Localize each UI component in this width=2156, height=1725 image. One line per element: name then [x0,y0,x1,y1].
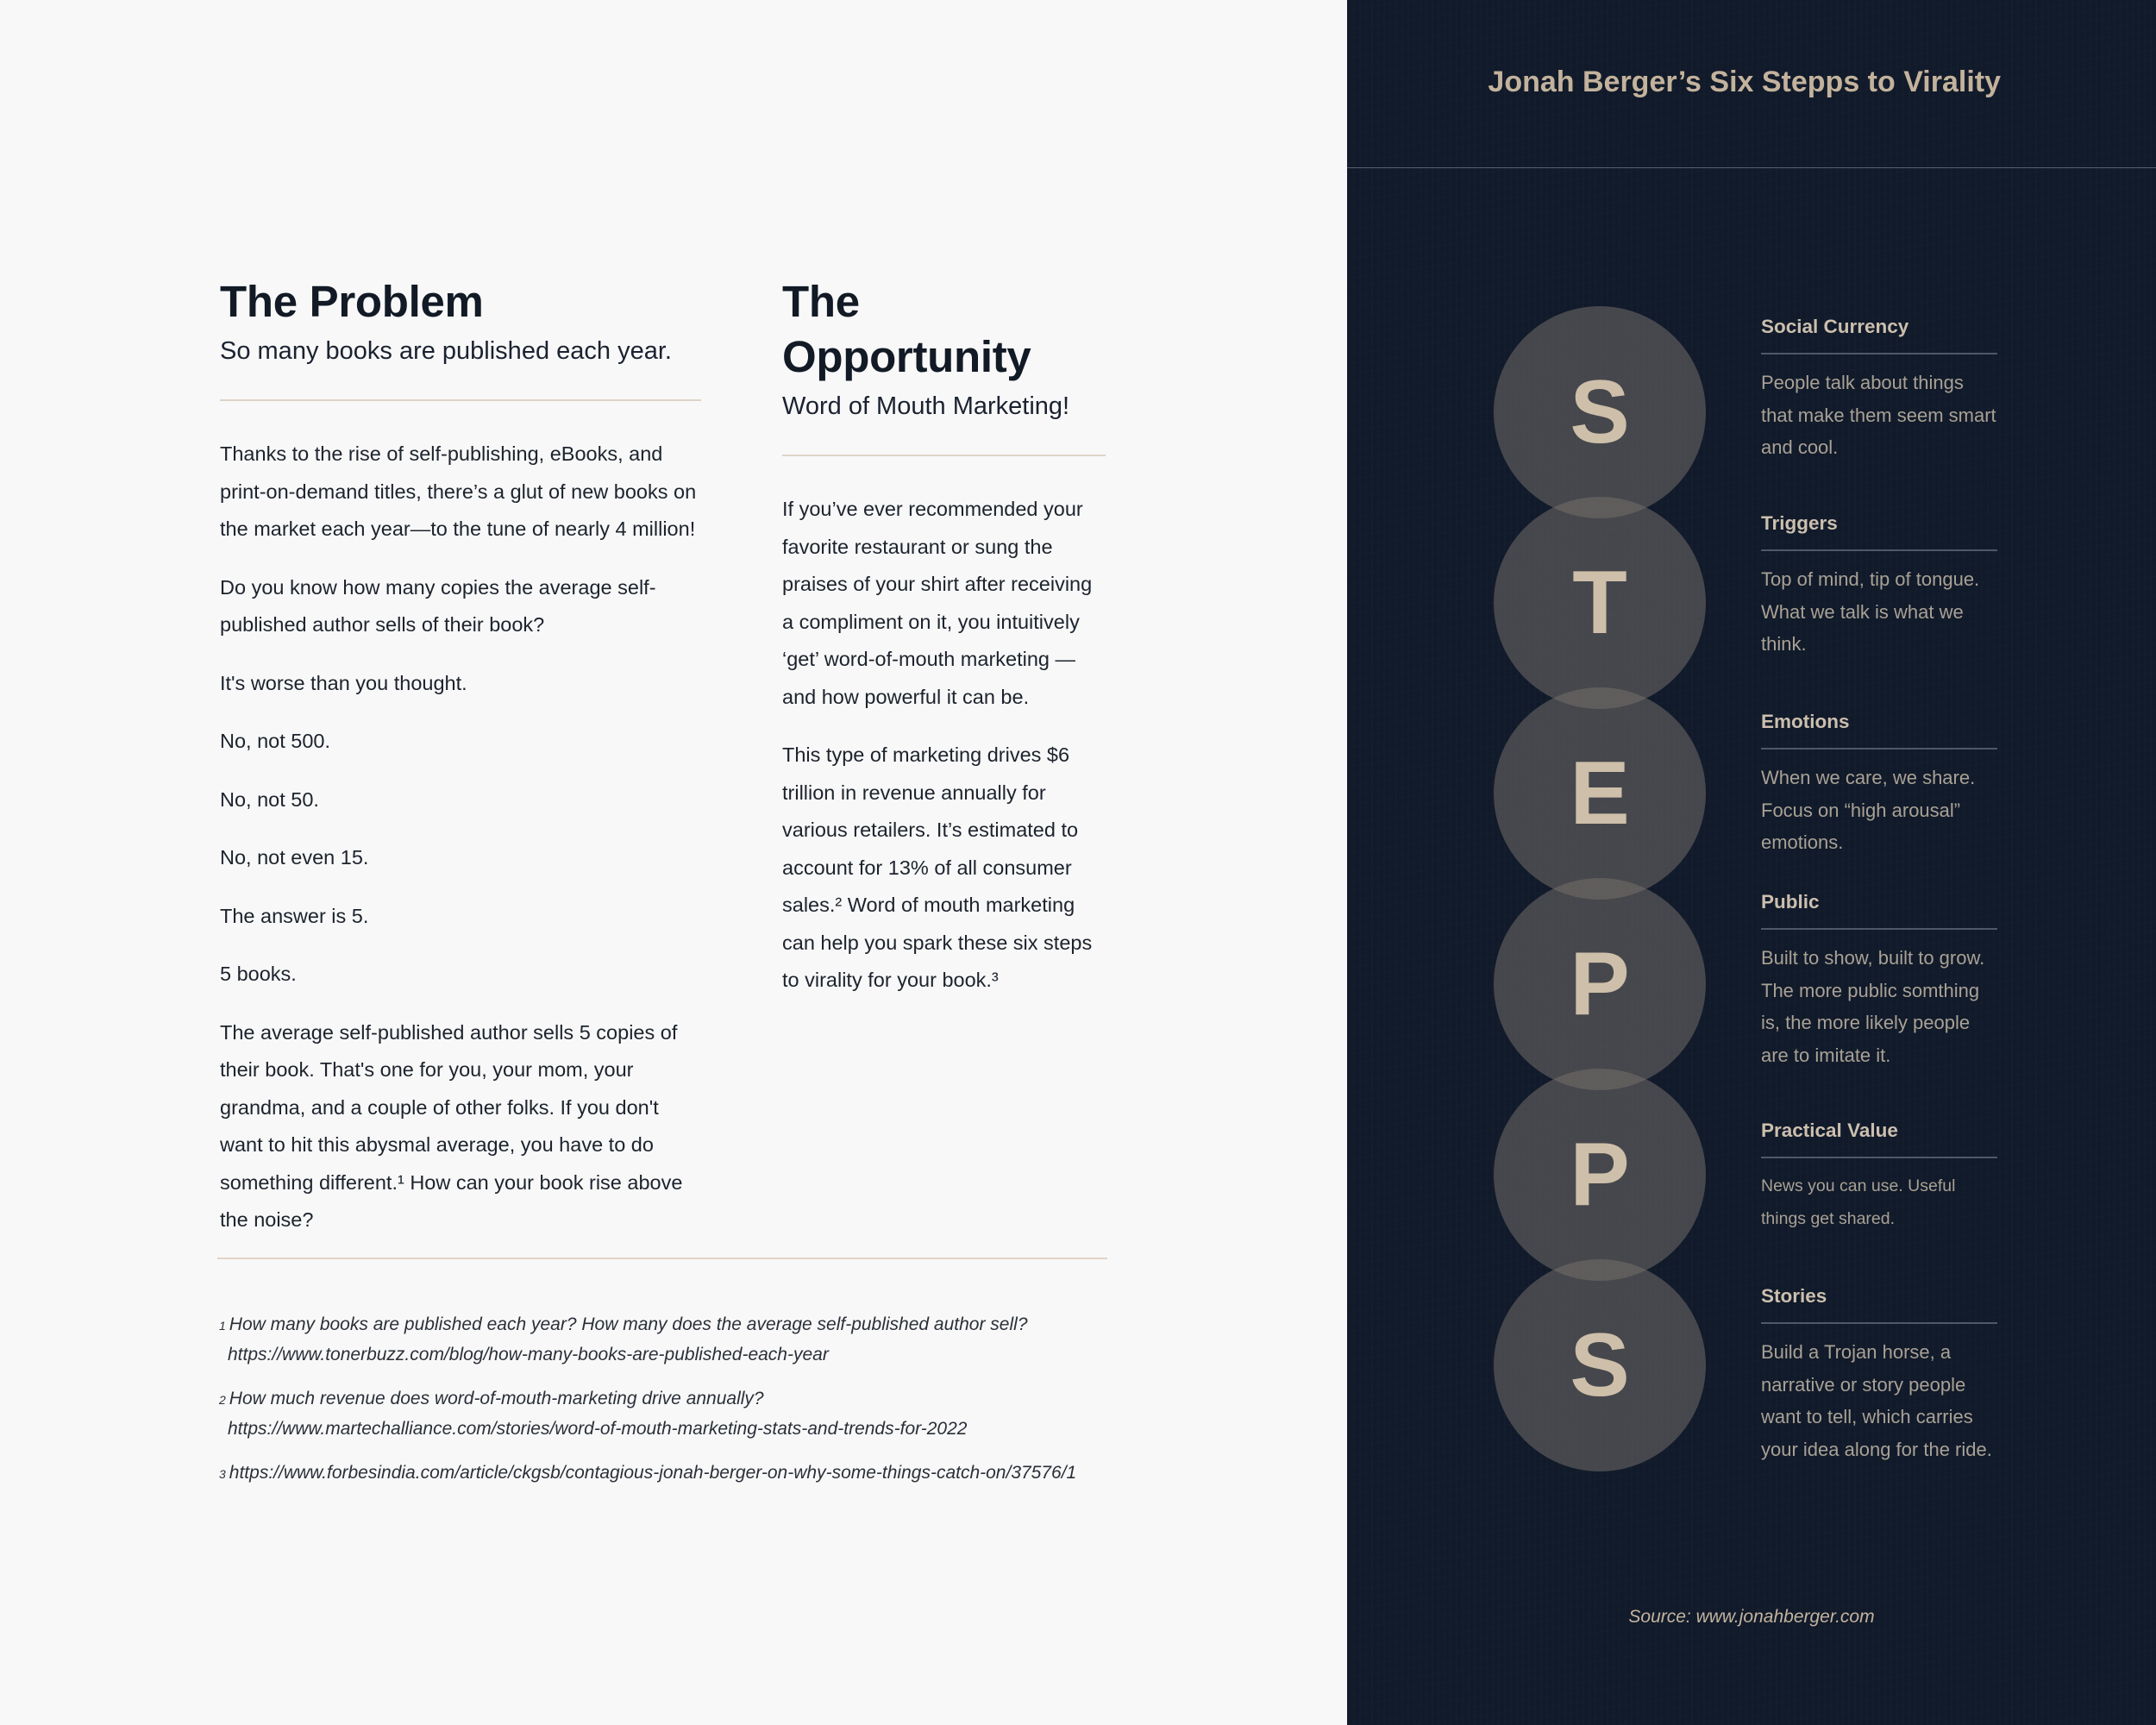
problem-paragraph: 5 books. [220,963,297,985]
step-title: Social Currency [1761,316,1909,337]
problem-paragraph: It's worse than you thought. [220,671,467,694]
footnote-text: How much revenue does word-of-mouth-marketing drive annually? [229,1389,764,1408]
opportunity-title: The Opportunity [782,277,1031,381]
letter-circle-t [1494,497,1706,709]
opportunity-divider [782,455,1106,456]
step-title: Triggers [1761,512,1838,534]
step-public [1761,889,1997,1071]
problem-subtitle: So many books are published each year. [220,337,672,365]
step-divider [1761,549,1997,551]
problem-paragraph: Thanks to the rise of self-publishing, eBooks, and print-on-demand titles, there’s a glut of new books on the market each year—to the tune of nearly 4 million! [220,442,697,540]
problem-paragraph: No, not 50. [220,787,319,811]
step-description: People talk about things that make them seem smart and cool. [1761,372,1996,458]
step-divider [1761,1322,1997,1324]
panel-divider [1347,167,2156,168]
opportunity-column [782,274,1108,1020]
step-description: Top of mind, tip of tongue. What we talk is what we think. [1761,568,1980,655]
footnote-link[interactable]: https://www.forbesindia.com/article/ckgsb/contagious-jonah-berger-on-why-some-things-catch-on/37576/1 [229,1463,1077,1483]
letter-s-2: S [1570,1315,1630,1415]
letter-circle-p [1494,878,1706,1090]
step-stories [1761,1283,1997,1465]
step-divider [1761,928,1997,930]
letter-p: P [1570,934,1630,1034]
letter-circle-s [1494,306,1706,518]
footnote-number: 2 [219,1393,226,1407]
problem-paragraph: No, not even 15. [220,846,369,869]
letter-circle-s-2 [1494,1259,1706,1471]
letter-t: T [1572,553,1627,653]
stepps-panel [1347,0,2156,1725]
letter-circle-p-2 [1494,1069,1706,1281]
problem-body [220,436,703,1239]
footnote-1 [219,1309,1168,1370]
step-title: Public [1761,891,1820,913]
letter-s: S [1570,362,1630,462]
footnote-link[interactable]: https://www.martechalliance.com/stories/word-of-mouth-marketing-stats-and-trends-for-2022 [228,1419,968,1439]
step-practical-value [1761,1118,1997,1235]
stepps-letter-column [1494,306,1706,1471]
opportunity-body [782,491,1108,1000]
step-description: Built to show, built to grow. The more public somthing is, the more likely people are to imitate it. [1761,947,1985,1066]
step-triggers [1761,511,1997,661]
step-emotions [1761,709,1997,859]
footnote-link[interactable]: https://www.tonerbuzz.com/blog/how-many-books-are-published-each-year [228,1345,829,1364]
step-description: When we care, we share. Focus on “high arousal” emotions. [1761,767,1976,853]
step-description: News you can use. Useful things get shared. [1761,1176,1956,1228]
problem-divider [220,399,701,401]
opportunity-paragraph: If you’ve ever recommended your favorite restaurant or sung the praises of your shirt after receiving a compliment on it, you intuitively ‘get’ word-of-mouth marketing — and how powerful it can be. [782,498,1093,708]
step-title: Emotions [1761,711,1850,732]
opportunity-paragraph: This type of marketing drives $6 trillion in revenue annually for various retailers. It’s estimated to account for 13% of all consumer sales.² Word of mouth marketing can help you spark these six steps to virality for your book.³ [782,743,1093,991]
step-description: Build a Trojan horse, a narrative or story people want to tell, which carries your idea along for the ride. [1761,1341,1992,1460]
footnote-2 [219,1383,1168,1444]
footnotes-divider [217,1258,1107,1259]
problem-paragraph: Do you know how many copies the average self-published author sells of their book? [220,575,656,636]
footnote-3 [219,1458,1168,1488]
problem-column [220,274,703,1260]
panel-title: Jonah Berger’s Six Stepps to Virality [1488,66,2001,98]
footnote-number: 1 [219,1319,226,1333]
step-divider [1761,748,1997,750]
letter-e: E [1570,743,1630,844]
step-title: Practical Value [1761,1120,1898,1141]
letter-p-2: P [1570,1125,1630,1225]
problem-title: The Problem [220,277,484,326]
problem-paragraph: The average self-published author sells 5 copies of their book. That's one for you, your mom, your grandma, and a couple of other folks. If you don't want to hit this abysmal average, you have to do something different.¹ How can your book rise above the noise? [220,1020,683,1231]
opportunity-subtitle: Word of Mouth Marketing! [782,392,1070,420]
problem-paragraph: The answer is 5. [220,904,369,927]
step-title: Stories [1761,1285,1827,1307]
step-social-currency [1761,314,1997,464]
footnotes [219,1309,1168,1502]
step-divider [1761,353,1997,354]
footnote-number: 3 [219,1467,226,1481]
source-credit: Source: www.jonahberger.com [1628,1607,1875,1627]
letter-circle-e [1494,687,1706,900]
problem-paragraph: No, not 500. [220,730,331,752]
footnote-text: How many books are published each year? How many does the average self-published author sell? [229,1314,1028,1334]
step-divider [1761,1157,1997,1158]
